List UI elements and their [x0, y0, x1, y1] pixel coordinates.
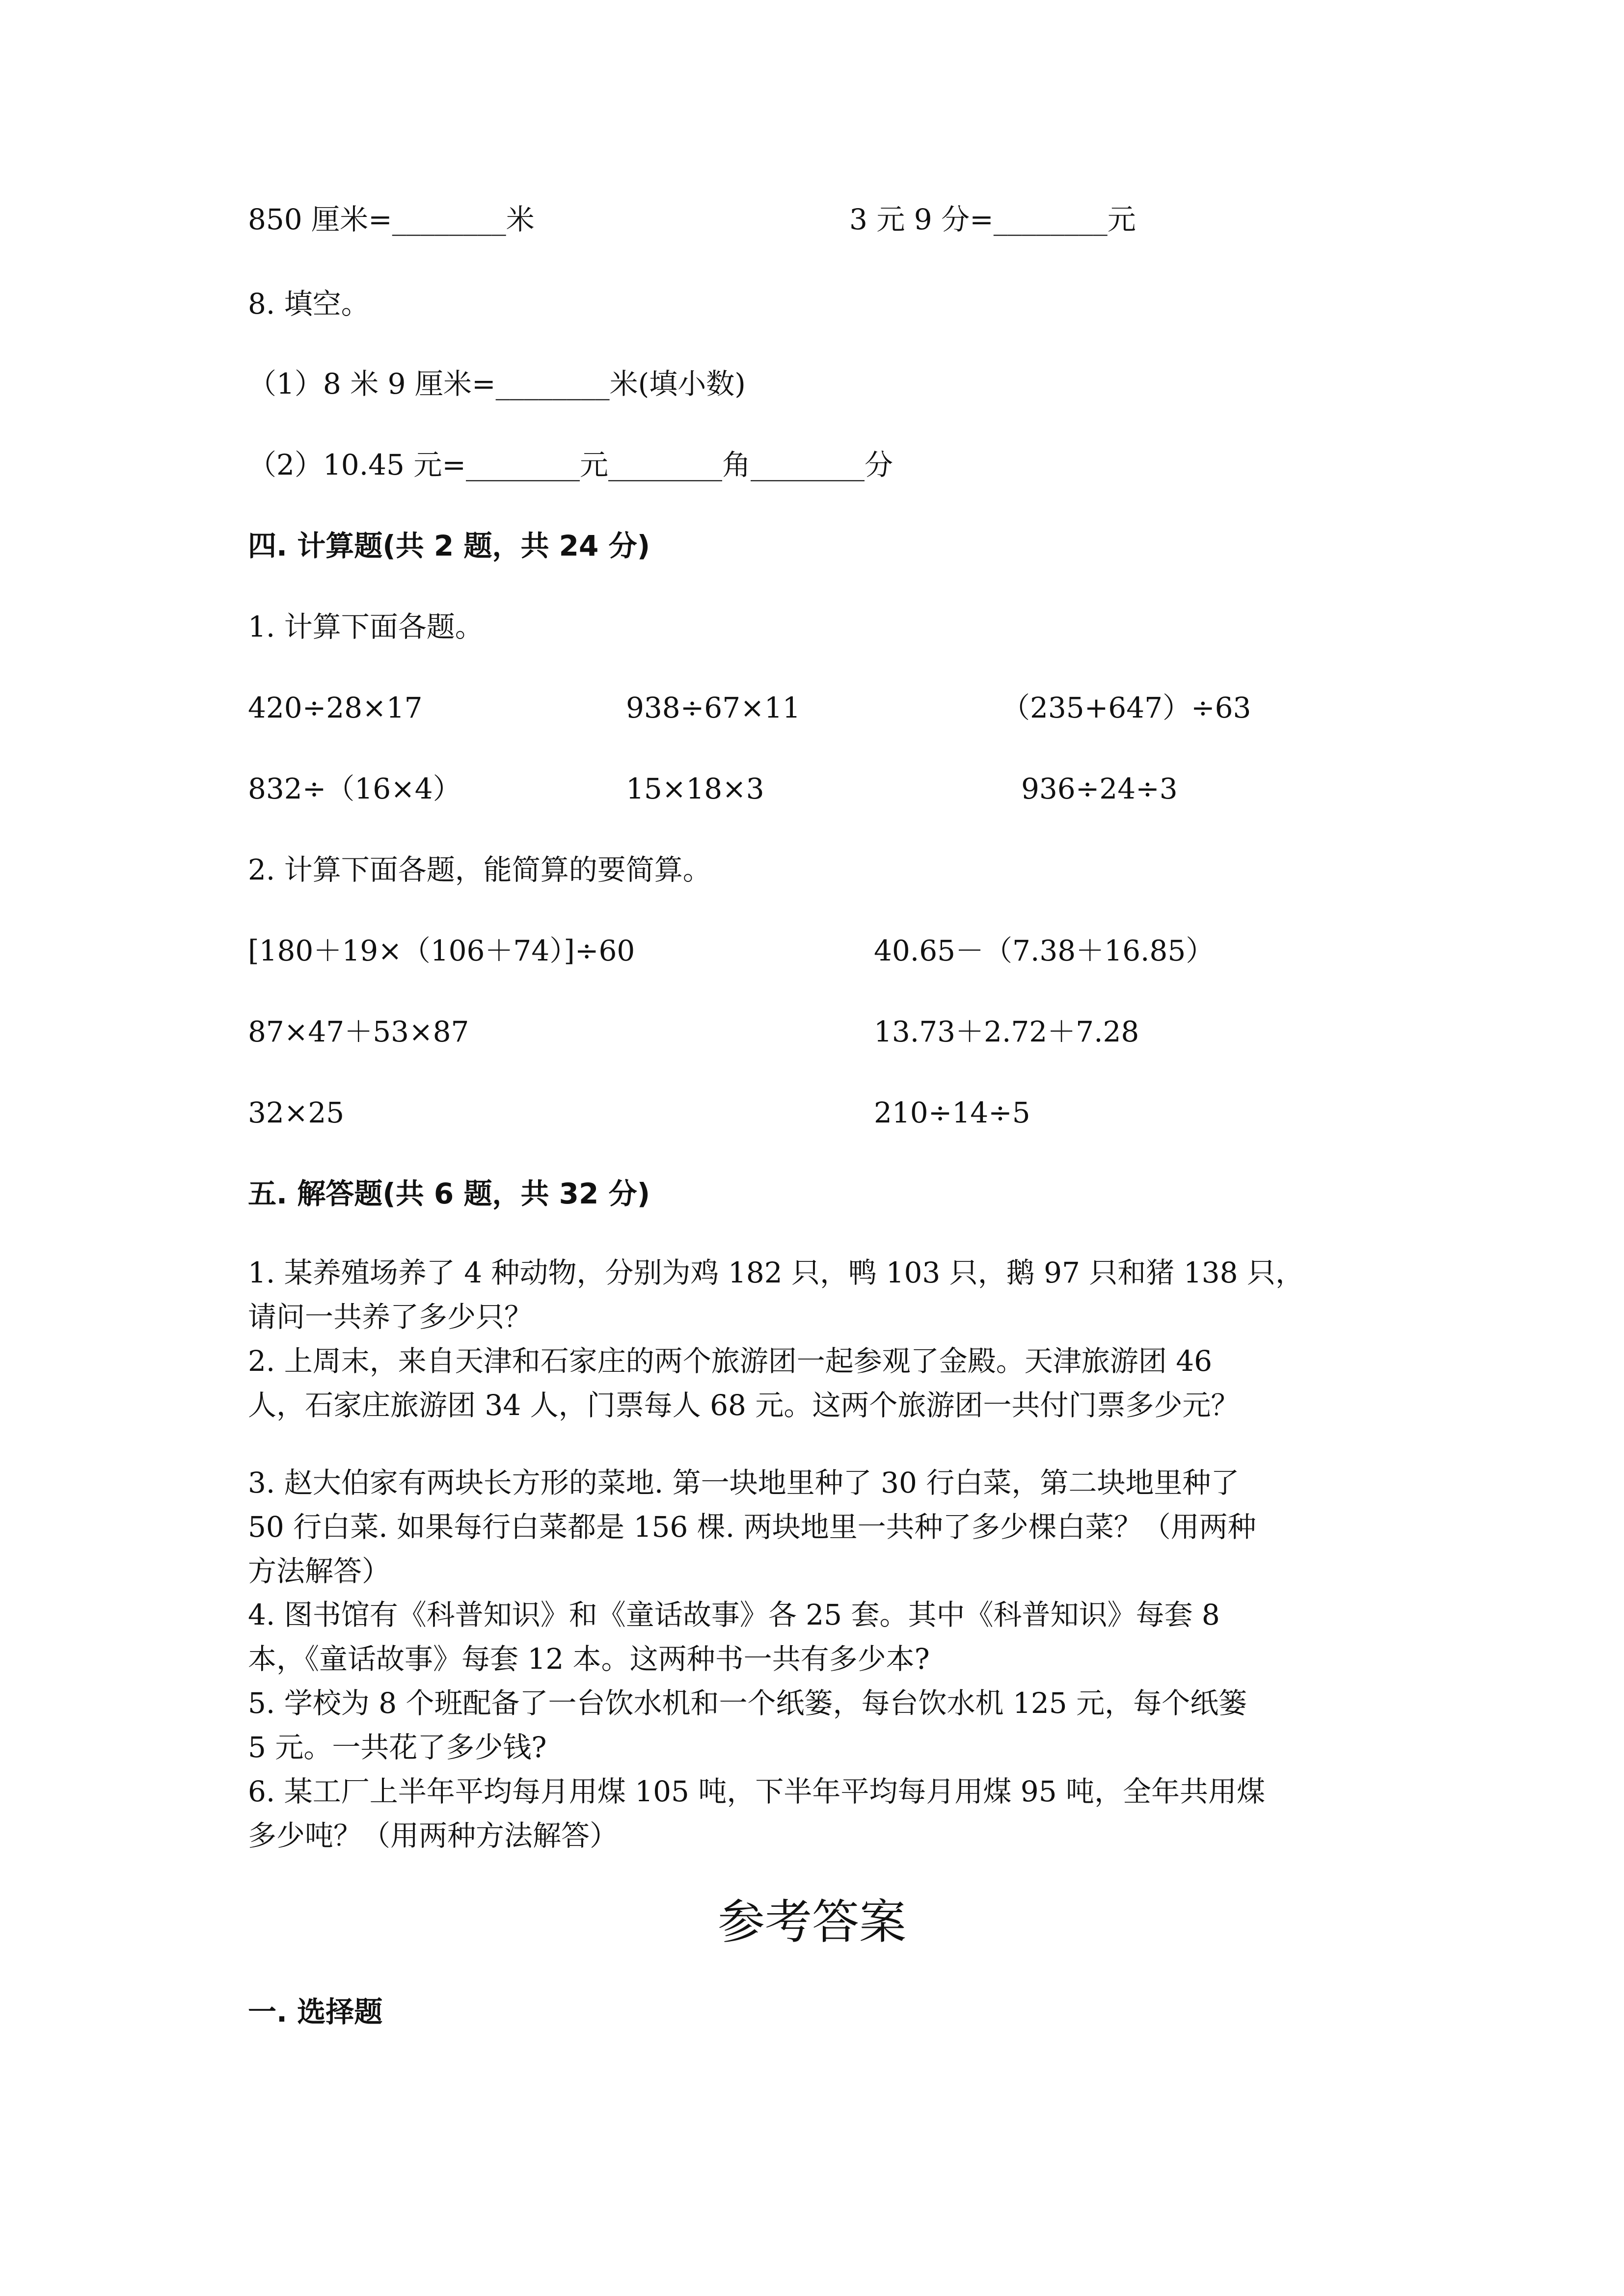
word-problem-1: 1. 某养殖场养了 4 种动物，分别为鸡 182 只，鸭 103 只，鹅 97 只和猪 138 只， 请问一共养了多少只？	[248, 1256, 1304, 1334]
section-4-question-1-title: 1. 计算下面各题。	[248, 610, 484, 643]
calc-expression: 832÷（16×4）	[248, 772, 461, 805]
section-4-question-2-title: 2. 计算下面各题，能简算的要简算。	[248, 853, 711, 886]
calc-expression: 32×25	[248, 1096, 345, 1129]
answers-title: 参考答案	[718, 1895, 906, 1949]
word-problem-5: 5. 学校为 8 个班配备了一台饮水机和一个纸篓，每台饮水机 125 元，每个纸篓 5 元。一共花了多少钱?	[248, 1686, 1247, 1764]
calc-expression: 420÷28×17	[248, 691, 423, 724]
conversion-left: 850 厘米=________米	[248, 203, 535, 236]
word-problem-6: 6. 某工厂上半年平均每月用煤 105 吨，下半年平均每月用煤 95 吨，全年共用煤 多少吨？（用两种方法解答）	[248, 1775, 1266, 1852]
calc-expression: 210÷14÷5	[874, 1096, 1030, 1129]
section-5-heading: 五. 解答题(共 6 题，共 32 分)	[248, 1177, 650, 1210]
calc-expression: 15×18×3	[626, 772, 764, 805]
question-8-item-1: （1）8 米 9 厘米=________米(填小数)	[248, 367, 746, 400]
word-problem-2: 2. 上周末，来自天津和石家庄的两个旅游团一起参观了金殿。天津旅游团 46 人，石家庄旅游团 34 人，门票每人 68 元。这两个旅游团一共付门票多少元？	[248, 1344, 1240, 1422]
calc-expression: 936÷24÷3	[1021, 772, 1178, 805]
answers-section-1-heading: 一. 选择题	[248, 1995, 383, 2029]
section-4-heading: 四. 计算题(共 2 题，共 24 分)	[248, 529, 650, 562]
question-8-title: 8. 填空。	[248, 287, 370, 320]
calc-expression: [180＋19×（106＋74）]÷60	[248, 934, 635, 967]
conversion-right: 3 元 9 分=________元	[849, 203, 1136, 236]
calc-expression: 13.73＋2.72＋7.28	[874, 1015, 1139, 1048]
word-problem-3: 3. 赵大伯家有两块长方形的菜地. 第一块地里种了 30 行白菜，第二块地里种了 50 行白菜. 如果每行白菜都是 156 棵. 两块地里一共种了多少棵白菜？（用两种 方法解答）	[248, 1466, 1256, 1588]
calc-expression: 87×47＋53×87	[248, 1015, 469, 1048]
calc-expression: 40.65－（7.38＋16.85）	[874, 934, 1215, 967]
calc-expression: （235+647）÷63	[1001, 691, 1251, 724]
question-8-item-2: （2）10.45 元=________元________角________分	[248, 448, 893, 481]
calc-expression: 938÷67×11	[626, 691, 801, 724]
word-problem-4: 4. 图书馆有《科普知识》和《童话故事》各 25 套。其中《科普知识》每套 8 本，《童话故事》每套 12 本。这两种书一共有多少本?	[248, 1598, 1220, 1676]
